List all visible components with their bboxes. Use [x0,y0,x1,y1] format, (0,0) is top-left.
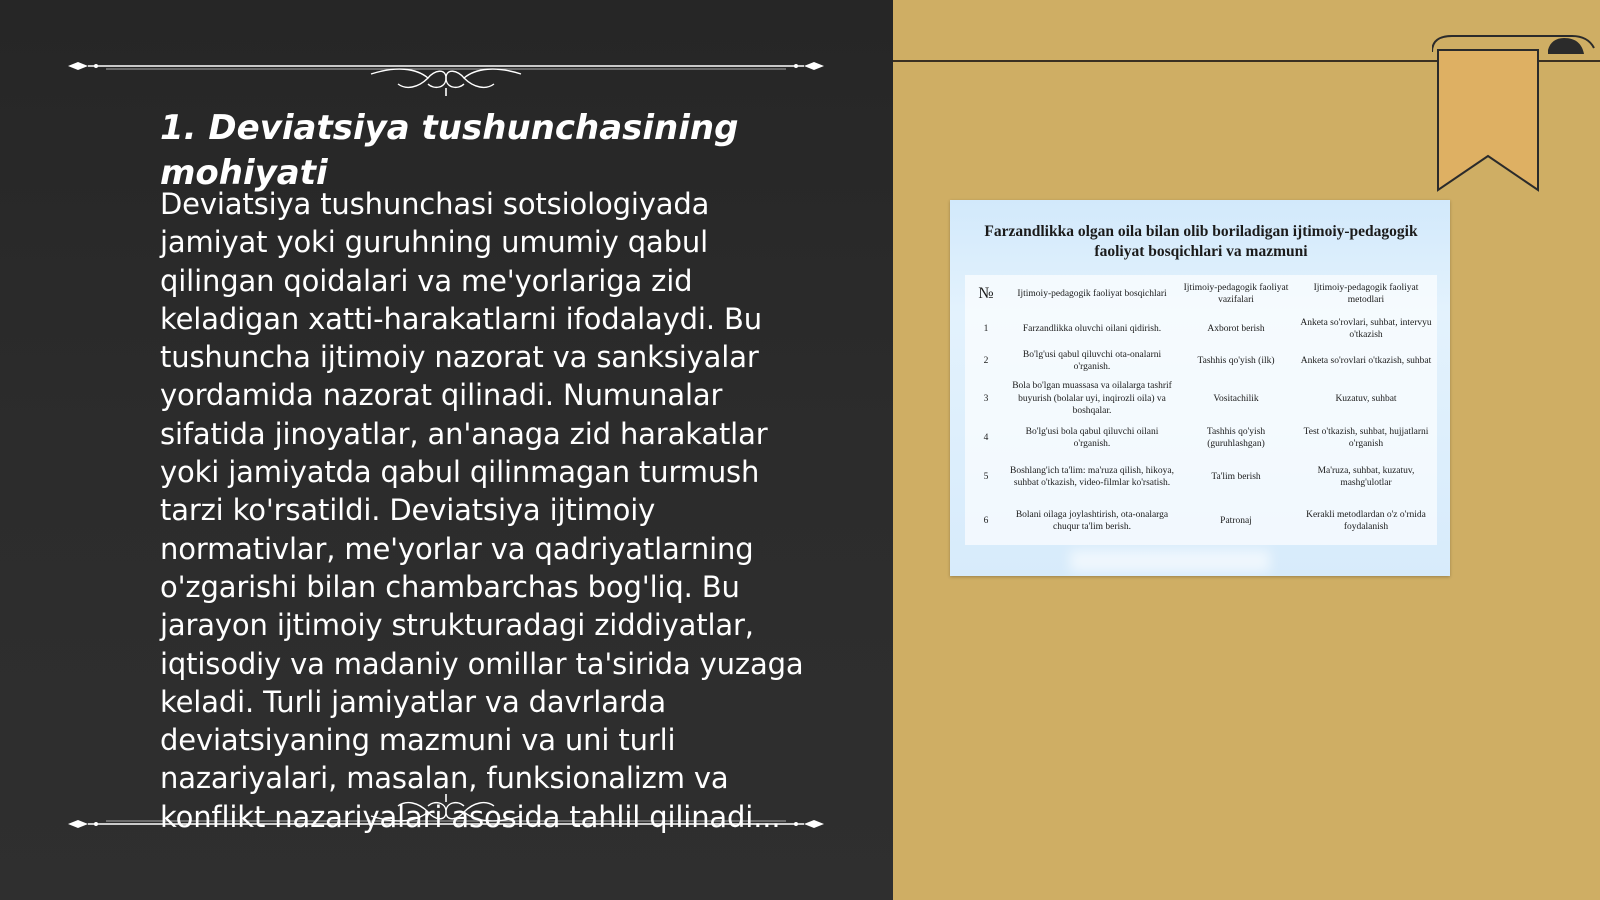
table-row [965,377,1437,421]
table-cell: Anketa so'rovlari, suhbat, intervyu o'tkazish [1300,317,1432,340]
table-cell: Vositachilik [1213,393,1259,404]
table-cell: Test o'tkazish, suhbat, hujjatlarni o'rganish [1303,426,1429,449]
table-cell: 6 [983,515,989,526]
slide-title: 1. Deviatsiya tushunchasining mohiyati [160,108,739,193]
table-cell: Axborot berish [1207,323,1265,334]
decorative-divider-bottom [66,778,826,838]
table-cell: Tashhis qo'yish (ilk) [1197,355,1275,366]
bookmark-ribbon-icon [1432,32,1600,202]
table-cell: 4 [983,432,989,443]
table-cell: Farzandlikka oluvchi oilani qidirish. [1022,323,1162,334]
table-cell: Ta'lim berish [1211,471,1261,482]
table-cell: Ma'ruza, suhbat, kuzatuv, mashg'ulotlar [1317,465,1415,488]
table-cell: 1 [983,323,989,334]
table-cell: Bo'lg'usi bola qabul qiluvchi oilani o'rganish. [1025,426,1159,449]
figure-glow [1070,550,1270,572]
table-cell: Bolani oilaga joylashtirish, ota-onalarga chuqur ta'lim berish. [1015,509,1169,532]
table-cell: Bo'lg'usi qabul qiluvchi ota-onalarni o'rganish. [1022,349,1162,372]
table-cell: Anketa so'rovlari o'tkazish, suhbat [1300,355,1432,366]
figure-table [965,275,1437,543]
figure-table-container [965,275,1437,545]
table-cell: Kuzatuv, suhbat [1335,393,1397,404]
figure-title: Farzandlikka olgan oila bilan olib boriladigan ijtimoiy-pedagogik faoliyat bosqichlari va mazmuni [984,223,1418,260]
table-row [965,313,1437,345]
table-cell: Bola bo'lgan muassasa va oilalarga tashrif buyurish (bolalar uyi, inqirozli oila) va boshqalar. [1012,381,1172,417]
table-row [965,455,1437,499]
table-cell: Patronaj [1220,515,1252,526]
table-cell: Boshlang'ich ta'lim: ma'ruza qilish, hikoya, suhbat o'tkazish, video-filmlar ko'rsatish. [1010,465,1174,488]
header-cell-tasks: Ijtimoiy-pedagogik faoliyat vazifalari [1183,282,1289,305]
decorative-divider-top [66,38,826,98]
slide-body-text: Deviatsiya tushunchasi sotsiologiyada jamiyat yoki guruhning umumiy qabul qilingan qoidalari va me'yorlariga zid keladigan xatti-harakatlarni ifodalaydi. Bu tushuncha ijtimoiy nazorat va sanksiyalar yordamida nazorat qilinadi. Numunalar sifatida jinoyatlar, an'anaga zid harakatlar yoki jamiyatda qabul qilinmagan turmush tarzi ko'rsatildi. Deviatsiya ijtimoiy normativlar, me'yorlar va qadriyatlarning o'zgarishi bilan chambarchas bog'liq. Bu jarayon ijtimoiy strukturadagi ziddiyatlar, iqtisodiy va madaniy omillar ta'sirida yuzaga keladi. Turli jamiyatlar va davrlarda deviatsiyaning mazmuni va uni turli nazariyalari, masalan, funksionalizm va konflikt nazariyalari asosida tahlil qilinadi... [160,187,804,834]
table-row [965,345,1437,377]
table-cell: 3 [983,393,989,404]
table-figure-image [950,200,1450,576]
table-row [965,421,1437,455]
table-cell: 2 [983,355,989,366]
table-header-row [965,275,1437,313]
header-cell-number: № [978,284,994,302]
table-row [965,499,1437,543]
header-cell-methods: Ijtimoiy-pedagogik faoliyat metodlari [1313,282,1419,305]
header-cell-stages: Ijtimoiy-pedagogik faoliyat bosqichlari [1017,288,1167,299]
table-cell: 5 [983,471,989,482]
table-cell: Tashhis qo'yish (guruhlashgan) [1206,426,1266,449]
table-cell: Kerakli metodlardan o'z o'rnida foydalanish [1306,509,1426,532]
